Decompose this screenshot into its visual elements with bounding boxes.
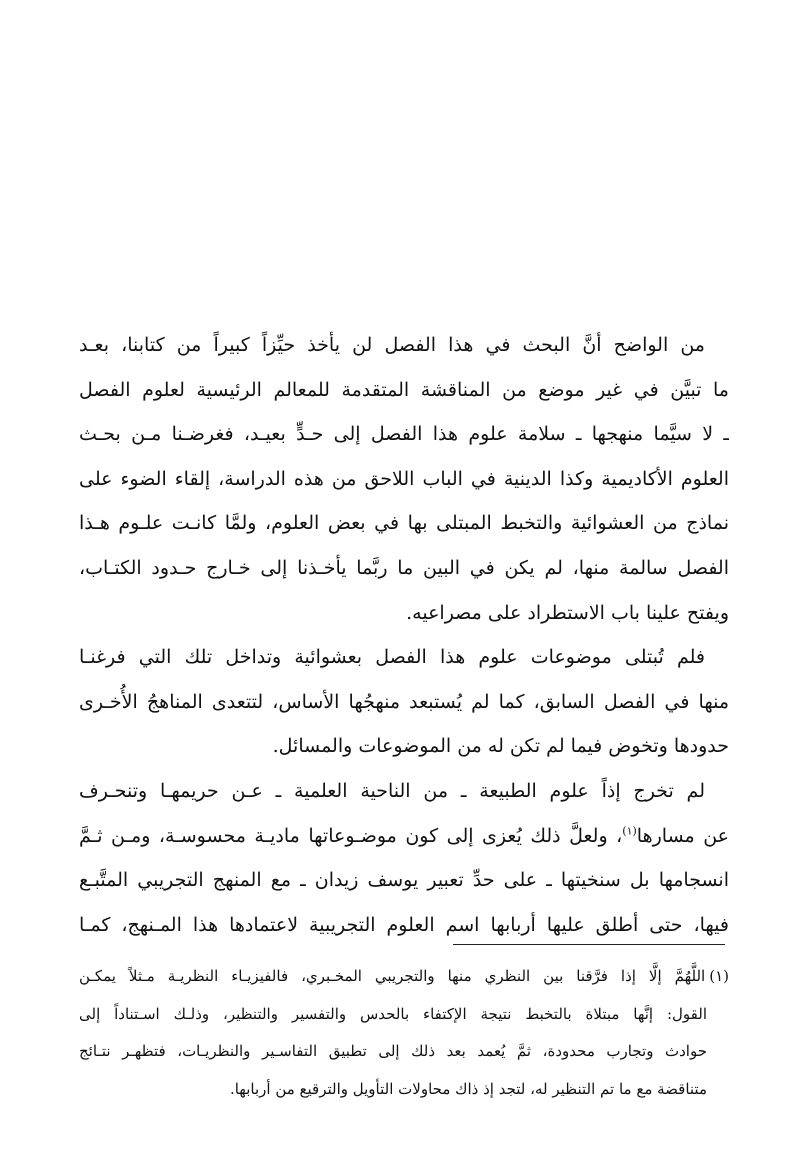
paragraph-3 [79,769,729,947]
text-line: نماذج من العشوائية والتخبط المبتلى بها في بعض العلوم، ولمَّا كانـت علـوم هـذا [79,512,729,535]
text-line: فيها، حتى أطلق عليها أربابها اسم العلوم التجريبية لاعتمادها هذا المـنهج، كمـا [79,913,729,936]
text-line: الفصل سالمة منها، لم يكن في البين ما ربَّما يأخـذنا إلى خـارج حـدود الكتـاب، [79,556,729,579]
footnote-line: متناقضة مع ما تم التنظير له، لتجد إذ ذاك محاولات التأويل والترقيع من أربابها. [229,1079,707,1098]
text-line: ما تبيَّن في غير موضع من المناقشة المتقدمة للمعالم الرئيسية لعلوم الفصل [79,378,729,401]
text-line: لم تخرج إذاً علوم الطبيعة ـ من الناحية العلمية ـ عـن حريمهـا وتنحـرف [79,779,705,802]
text-line [79,814,729,859]
footnote-block [79,958,729,1108]
text-line: فلم تُبتلى موضوعات علوم هذا الفصل بعشوائية وتداخل تلك التي فرغنـا [79,646,705,669]
text-fragment: ، ولعلَّ ذلك يُعزى إلى كون موضـوعاتها ماديـة محسوسـة، ومـن ثـمَّ [79,824,623,847]
text-line: ويفتح علينا باب الاستطراد على مصراعيه. [406,601,729,624]
footnote-line: القول: إنَّها مبتلاة بالتخبط نتيجة الإكتفاء بالحدس والتفسير والتنظير، وذلـك اسـتناداً إلى [79,1004,707,1023]
text-fragment: عن مسارها [636,824,729,847]
footnote-divider [453,944,725,945]
text-line: حدودها وتخوض فيما لم تكن له من الموضوعات والمسائل. [272,735,729,758]
text-line: من الواضح أنَّ البحث في هذا الفصل لن يأخذ حيِّزاً كبيراً من كتابنا، بعـد [79,334,705,356]
paragraph-1 [79,323,729,635]
footnote-line: حوادث وتجارب محدودة، ثمَّ يُعمد بعد ذلك إلى تطبيق التفاسـير والنظريـات، فتظهـر نتـائج [79,1042,707,1060]
text-line: العلوم الأكاديمية وكذا الدينية في الباب اللاحق من هذه الدراسة، إلقاء الضوء على [79,467,729,490]
footnote-reference[interactable]: (١) [622,824,637,838]
footnote-line [79,958,729,996]
text-line: ـ لا سيَّما منهجها ـ سلامة علوم هذا الفصل إلى حـدٍّ بعيـد، فغرضـنا مـن بحـث [79,423,729,446]
main-text [79,323,729,947]
text-line: منها في الفصل السابق، كما لم يُستبعد منهجُها الأساس، لتتعدى المناهجُ الأُخـرى [79,690,729,713]
text-line: انسجامها بل سنخيتها ـ على حدِّ تعبير يوسف زيدان ـ مع المنهج التجريبي المتَّبـع [79,869,729,892]
footnote-text: اللَّهُمَّ إلَّا إذا فرَّقنا بين النظري منها والتجريبي المخـبري، فالفيزيـاء النظريـة مـثلاً يمكـن [79,967,706,985]
footnote-number: (١) [709,967,729,985]
paragraph-2 [79,635,729,769]
